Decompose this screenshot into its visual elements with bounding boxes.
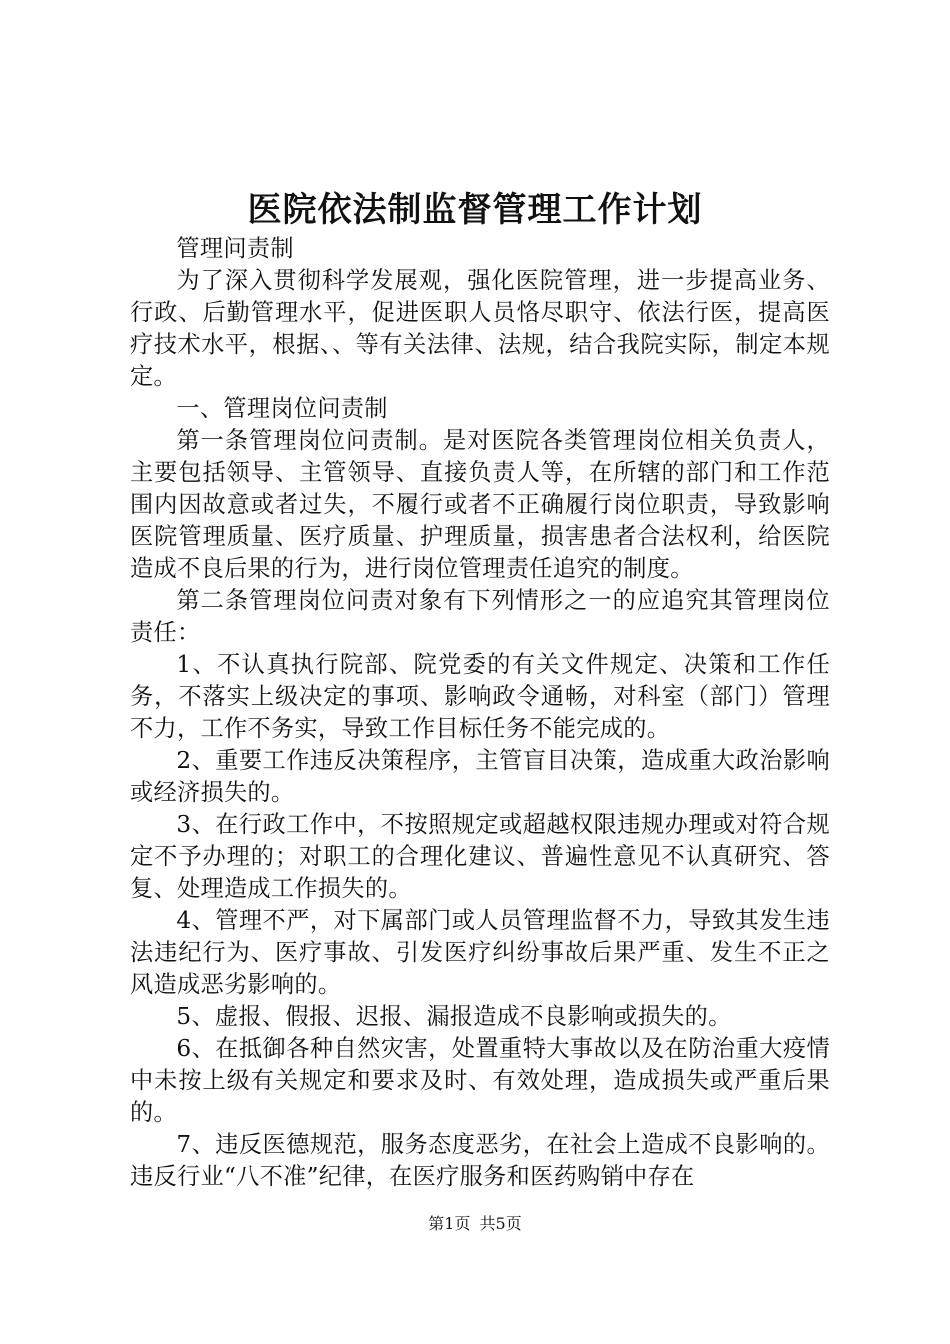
list-item: 7、违反医德规范，服务态度恶劣，在社会上造成不良影响的。违反行业“八不准”纪律，在医疗服务和医药购销中存在 (130, 1131, 830, 1190)
document-body (130, 233, 830, 1193)
list-item: 5、虚报、假报、迟报、漏报造成不良影响或损失的。 (176, 1003, 732, 1030)
total-pages: 共5页 (479, 1214, 522, 1233)
list-item: 4、管理不严，对下属部门或人员管理监督不力，导致其发生违法违纪行为、医疗事故、引发医疗纠纷事故后果严重、发生不正之风造成恶劣影响的。 (130, 907, 830, 998)
page-footer (0, 1212, 950, 1236)
list-item: 2、重要工作违反决策程序，主管盲目决策，造成重大政治影响或经济损失的。 (130, 747, 830, 806)
list-item: 1、不认真执行院部、院党委的有关文件规定、决策和工作任务，不落实上级决定的事项、影响政令通畅，对科室（部门）管理不力，工作不务实，导致工作目标任务不能完成的。 (130, 651, 830, 742)
document-title: 医院依法制监督管理工作计划 (247, 190, 703, 230)
paragraph: 第一条管理岗位问责制。是对医院各类管理岗位相关负责人，主要包括领导、主管领导、直接负责人等，在所辖的部门和工作范围内因故意或者过失，不履行或者不正确履行岗位职责，导致影响医院管理质量、医疗质量、护理质量，损害患者合法权利，给医院造成不良后果的行为，进行岗位管理责任追究的制度。 (130, 427, 830, 582)
paragraph-heading: 管理问责制 (176, 235, 294, 262)
paragraph: 第二条管理岗位问责对象有下列情形之一的应追究其管理岗位责任： (130, 587, 830, 646)
page-number: 第1页 (428, 1214, 471, 1233)
list-item: 3、在行政工作中，不按照规定或超越权限违规办理或对符合规定不予办理的；对职工的合理化建议、普遍性意见不认真研究、答复、处理造成工作损失的。 (130, 811, 830, 902)
list-item: 6、在抵御各种自然灾害，处置重特大事故以及在防治重大疫情中未按上级有关规定和要求及时、有效处理，造成损失或严重后果的。 (130, 1035, 830, 1126)
section-heading: 一、管理岗位问责制 (176, 395, 388, 422)
paragraph: 为了深入贯彻科学发展观，强化医院管理，进一步提高业务、行政、后勤管理水平，促进医职人员恪尽职守、依法行医，提高医疗技术水平，根据、、等有关法律、法规，结合我院实际，制定本规定。 (130, 267, 830, 390)
